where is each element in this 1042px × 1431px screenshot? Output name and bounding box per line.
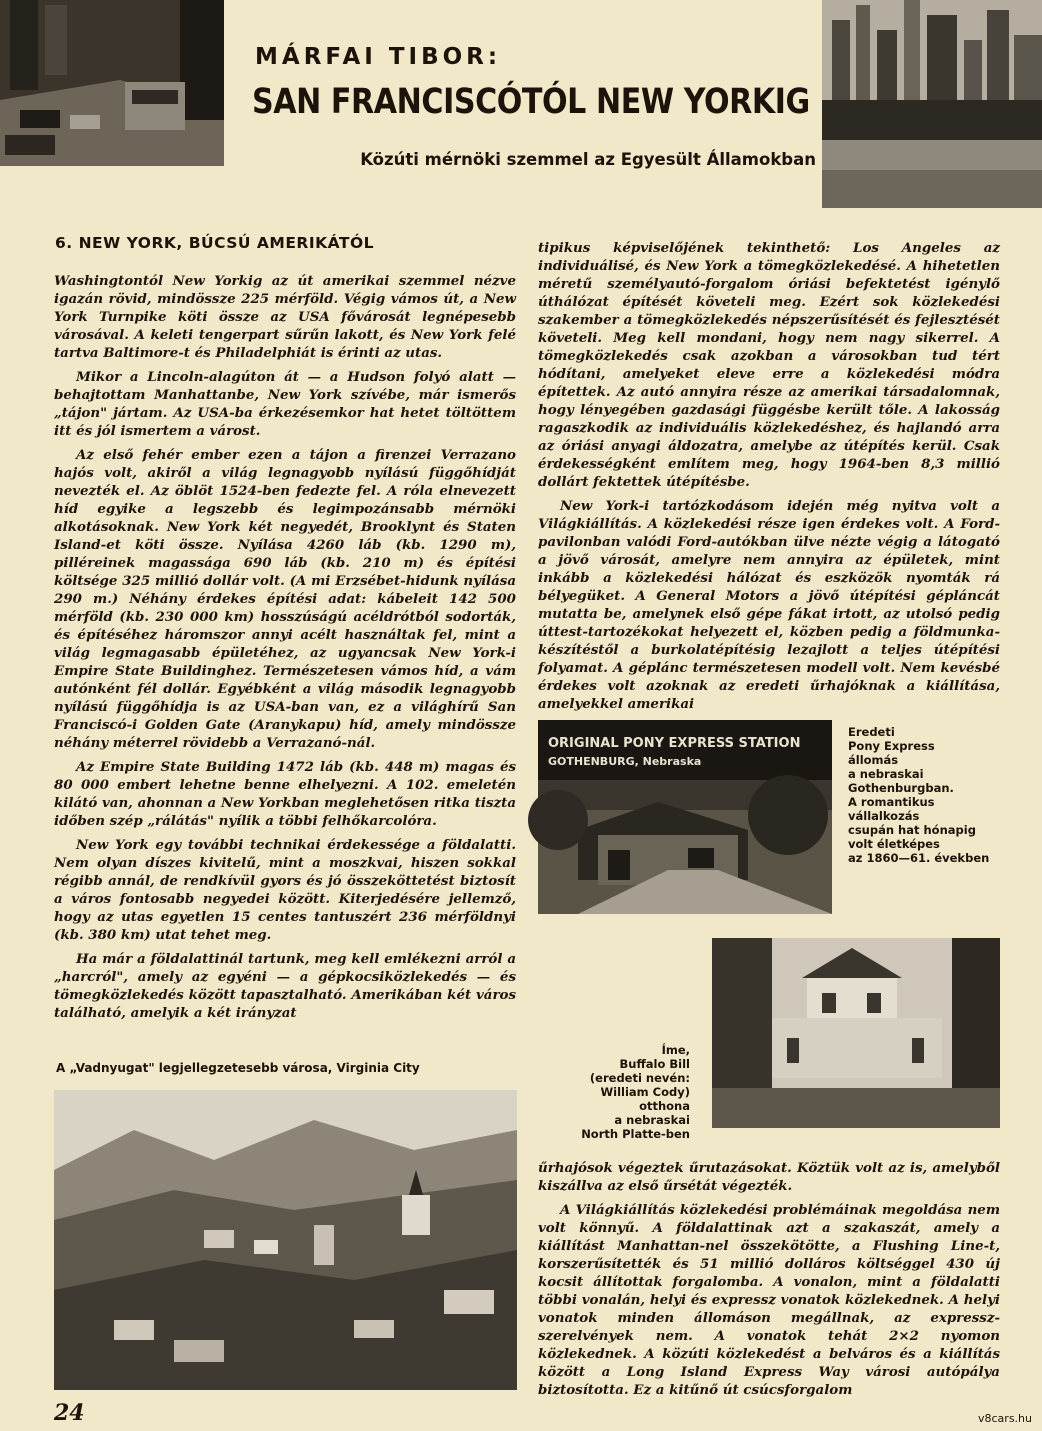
caption-line: Íme,	[661, 1043, 690, 1057]
caption-line: A romantikus	[848, 795, 935, 809]
article-title: SAN FRANCISCÓTÓL NEW YORKIG	[252, 82, 810, 122]
caption-pony-express	[848, 725, 1018, 865]
author-name: MÁRFAI TIBOR:	[255, 44, 502, 70]
pony-sign-line-2: GOTHENBURG, Nebraska	[548, 755, 702, 768]
virginia-city-photo	[54, 1090, 517, 1390]
caption-line: vállalkozás	[848, 809, 920, 823]
caption-virginia-city: A „Vadnyugat" legjellegzetesebb városa, Virginia City	[56, 1061, 420, 1075]
article-column-right-bottom	[538, 1159, 1000, 1398]
caption-line: állomás	[848, 753, 899, 767]
paragraph: Washingtontól New Yorkig az út amerikai szemmel nézve igazán rövid, mindössze 225 mérföld. Végig vámos út, a New York Turnpike köti össze az USA fővárosát legnépesebb városával. A keleti tengerpart sűrűn lakott, és New York felé tartva Baltimore-t és Philadelphiát is érinti az utas.	[54, 273, 516, 361]
paragraph: Az első fehér ember ezen a tájon a firenzei Verrazano hajós volt, akiről a világ legnagyobb nyílású függőhídját nevezték el. Az öblöt 1524-ben fedezte fel. A róla elnevezett híd egyike a legszebb és legimpozánsabb mérnöki alkotásoknak. New York két negyedét, Brooklynt és Staten Island-et köti össze. Nyílása 4260 láb (kb. 1290 m), pilléreinek magassága 690 láb (kb. 210 m) és építési költsége 325 millió dollár volt. (A mi Erzsébet-hidunk nyílása 290 m.) Néhány érdekes építési adat: kábeleit 142 500 mérföld (kb. 230 000 km) hosszúságú acéldrótból sodorták, és építéséhez háromszor annyi acélt használtak fel, mint a világ legmagasabb épületéhez, az ugyancsak New York-i Empire State Buildinghez. Természetesen vámos híd, a vám autónként fél dollár. Egyébként a világ második legnagyobb nyílású függőhídja is az USA-ban van, ez a világhírű San Franciscó-i Golden Gate (Aranykapu) híd, amely mindössze néhány méterrel rövidebb a Verrazanó-nál.	[54, 447, 516, 751]
paragraph: Mikor a Lincoln-alagúton át — a Hudson folyó alatt — behajtottam Manhattanbe, New York szívébe, már ismerős „tájon" jártam. Az USA-ba érkezésemkor hat hetet töltöttem itt és jól ismertem a várost.	[54, 369, 516, 439]
caption-line: otthona	[639, 1099, 690, 1113]
caption-line: Pony Express	[848, 739, 935, 753]
caption-line: Eredeti	[848, 725, 895, 739]
caption-line: a nebraskai	[848, 767, 924, 781]
paragraph: tipikus képviselőjének tekinthető: Los Angeles az individuálisé, és New York a tömegközlekedésé. A hihetetlen méretű személyautó-forgalom óriási befektetést igénylő úthálózat építését követeli meg. Ezért sok közlekedési szakember a tömegközlekedés népszerűsítését és fejlesztését követeli. Meg kell mondani, hogy nem nagy sikerrel. A tömegközlekedés csak azokban a városokban tud tért hódítani, amelyeket eleve erre a közlekedési módra építettek. Az autó annyira része az amerikai társadalomnak, hogy lényegében gazdasági függésbe került tőle. A lakosság ragaszkodik az individuális közlekedéshez, és hajlandó arra az óriási anyagi áldozatra, amelybe az útépítés kerül. Csak érdekességként említem meg, hogy 1964-ben 8,3 millió dollárt fektettek útépítésbe.	[538, 240, 1000, 490]
paragraph: Az Empire State Building 1472 láb (kb. 448 m) magas és 80 000 embert lehetne benne elhelyezni. A 102. emeletén kilátó van, ahonnan a New Yorkban meglehetősen ritka tiszta időben szép „rálátás" nyílik a többi felhőkarcolóra.	[54, 759, 516, 829]
pony-sign-line-1: ORIGINAL PONY EXPRESS STATION	[548, 736, 801, 751]
paragraph: Ha már a földalattinál tartunk, meg kell emlékezni arról a „harcról", amely az egyéni — a gépkocsiközlekedés — és tömegközlekedés között tapasztalható. Amerikában két város található, amelyik a két irányzat	[54, 951, 516, 1021]
caption-line: Gothenburgban.	[848, 781, 954, 795]
header-photo-san-francisco	[0, 0, 224, 166]
caption-buffalo-bill	[550, 1043, 690, 1141]
article-column-left	[54, 272, 516, 1032]
caption-line: az 1860—61. években	[848, 851, 990, 865]
page-number: 24	[54, 1400, 85, 1426]
caption-line: North Platte-ben	[581, 1127, 690, 1141]
paragraph: New York-i tartózkodásom idején még nyitva volt a Világkiállítás. A közlekedési része igen érdekes volt. A Ford-pavilonban valódi Ford-autókban ülve nézte végig a látogató a jövő városát, amelyre nem annyira az épületek, mint inkább a közlekedési hálózat és eszközök nyomták rá bélyegüket. A General Motors a jövő útépítési géplánc​át mutatta be, amelynek első gépe fákat irtott, az utolsó pedig úttest-tartozékokat helyezett el, közben pedig a földmunka-készítéstől a burkolatépítésig lezajlott a teljes útépítési folyamat. A géplánc természetesen modell volt. Nem kevésbé érdekes volt azoknak az eredeti űrhajóknak a kiállítása, amelyekkel amerikai	[538, 498, 1000, 712]
caption-line: volt életképes	[848, 837, 940, 851]
caption-line: William Cody)	[600, 1085, 690, 1099]
article-column-right-top	[538, 239, 1000, 712]
article-subtitle: Közúti mérnöki szemmel az Egyesült Államokban	[360, 150, 816, 169]
watermark: v8cars.hu	[978, 1412, 1032, 1425]
pony-express-station-photo	[538, 720, 832, 914]
section-heading: 6. NEW YORK, BÚCSÚ AMERIKÁTÓL	[55, 234, 375, 252]
caption-line: a nebraskai	[614, 1113, 690, 1127]
caption-line: csupán hat hónapig	[848, 823, 976, 837]
paragraph: űrhajósok végeztek űrutazásokat. Köztük volt az is, amelyből kiszállva az első űrsétát végezték.	[538, 1160, 1000, 1194]
paragraph: A Világkiállítás közlekedési problémáinak megoldása nem volt könnyű. A földalattinak azt a szakaszát, amely a kiállítást Manhattan-nel összekötötte, a Flushing Line-t, korszerűsítették és 51 millió dolláros költséggel 430 új kocsit állítottak forgalomba. A vonalon, mint a földalatti többi vonalán, helyi és expressz vonatok közlekednek. A helyi vonatok minden állomáson megállnak, az expressz-szerelvények nem. A vonatok tehát 2×2 nyomon közlekednek. A közúti közlekedést a belváros és a kiállítás között a Long Island Express Way városi autópálya biztosította. Ez a kitűnő út csúcsforgalom	[538, 1202, 1000, 1398]
paragraph: New York egy további technikai érdekessége a földalatti. Nem olyan díszes kivitelű, mint a moszkvai, hiszen sokkal régibb annál, de rendkívül gyors és jó összeköttetést biztosít a város fontosabb negyedei között. Kiterjedésére jellemző, hogy az utas egyetlen 15 centes tantuszért 236 mérföldnyi (kb. 380 km) utat tehet meg.	[54, 837, 516, 943]
buffalo-bill-house-photo	[712, 938, 1000, 1128]
header-photo-new-york-skyline	[822, 0, 1042, 208]
caption-line: Buffalo Bill	[619, 1057, 690, 1071]
caption-line: (eredeti nevén:	[589, 1071, 690, 1085]
